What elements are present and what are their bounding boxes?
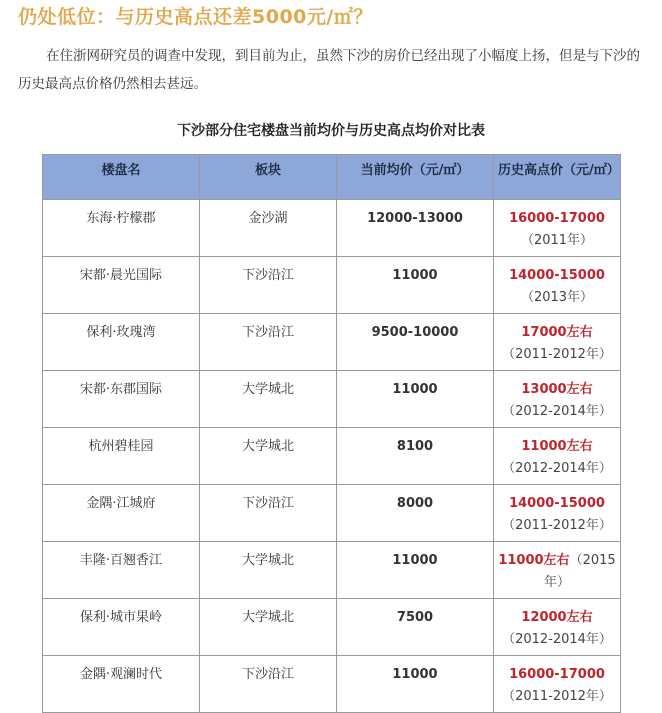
historical-high: [494, 428, 621, 485]
current-price: 12000-13000: [337, 200, 494, 257]
historical-high-year: （2011年）: [520, 233, 594, 248]
table-row: [43, 656, 621, 713]
historical-high: [494, 485, 621, 542]
current-price: 8000: [337, 485, 494, 542]
historical-high-value: 14000-15000: [509, 268, 605, 283]
project-name: 宋都·东郡国际: [43, 371, 200, 428]
project-name: 金隅·江城府: [43, 485, 200, 542]
sector: 下沙沿江: [200, 314, 337, 371]
historical-high-value: 16000-17000: [509, 211, 605, 226]
table-row: [43, 371, 621, 428]
historical-high-value: 11000左右: [498, 553, 570, 568]
sector: 下沙沿江: [200, 257, 337, 314]
sector: 下沙沿江: [200, 485, 337, 542]
sector: 大学城北: [200, 371, 337, 428]
current-price: 9500-10000: [337, 314, 494, 371]
table-row: [43, 257, 621, 314]
historical-high-value: 11000左右: [521, 439, 593, 454]
historical-high-value: 14000-15000: [509, 496, 605, 511]
historical-high-year: （2011-2012年）: [502, 689, 612, 704]
current-price: 7500: [337, 599, 494, 656]
table-row: [43, 542, 621, 599]
table-header-row: [43, 155, 621, 200]
current-price: 11000: [337, 656, 494, 713]
historical-high-value: 13000左右: [521, 382, 593, 397]
price-comparison-table: [42, 154, 621, 713]
project-name: 丰隆·百翘香江: [43, 542, 200, 599]
sector: 下沙沿江: [200, 656, 337, 713]
historical-high-year: （2013年）: [520, 290, 594, 305]
historical-high: [494, 200, 621, 257]
current-price: 8100: [337, 428, 494, 485]
sector: 金沙湖: [200, 200, 337, 257]
header-historical-high: 历史高点价（元/㎡）: [494, 155, 621, 200]
project-name: 金隅·观澜时代: [43, 656, 200, 713]
historical-high: [494, 656, 621, 713]
table-row: [43, 599, 621, 656]
sector: 大学城北: [200, 599, 337, 656]
table-row: [43, 485, 621, 542]
historical-high-value: 12000左右: [521, 610, 593, 625]
historical-high-value: 16000-17000: [509, 667, 605, 682]
table-caption: 下沙部分住宅楼盘当前均价与历史高点均价对比表: [177, 123, 485, 139]
project-name: 保利·城市果岭: [43, 599, 200, 656]
table-row: [43, 428, 621, 485]
header-current-price: 当前均价（元/㎡）: [337, 155, 494, 200]
historical-high-year: （2011-2012年）: [502, 518, 612, 533]
historical-high-value: 17000左右: [521, 325, 593, 340]
current-price: 11000: [337, 257, 494, 314]
current-price: 11000: [337, 542, 494, 599]
sector: 大学城北: [200, 542, 337, 599]
historical-high: [494, 599, 621, 656]
historical-high: [494, 314, 621, 371]
project-name: 保利·玫瑰湾: [43, 314, 200, 371]
sector: 大学城北: [200, 428, 337, 485]
historical-high: [494, 371, 621, 428]
intro-paragraph: 在住浙网研究员的调查中发现，到目前为止，虽然下沙的房价已经出现了小幅度上扬，但是与下沙的历史最高点价格仍然相去甚远。: [18, 48, 640, 92]
header-project-name: 楼盘名: [43, 155, 200, 200]
historical-high-year: （2012-2014年）: [502, 632, 612, 647]
current-price: 11000: [337, 371, 494, 428]
historical-high-year: （2012-2014年）: [502, 461, 612, 476]
table-row: [43, 314, 621, 371]
section-heading: 仍处低位：与历史高点还差5000元/㎡？: [18, 6, 373, 28]
project-name: 宋都·晨光国际: [43, 257, 200, 314]
project-name: 杭州碧桂园: [43, 428, 200, 485]
historical-high-year: （2011-2012年）: [502, 347, 612, 362]
historical-high: [494, 257, 621, 314]
historical-high-year: （2012-2014年）: [502, 404, 612, 419]
table-row: [43, 200, 621, 257]
historical-high-year: （2015年）: [543, 553, 616, 590]
historical-high: [494, 542, 621, 599]
project-name: 东海·柠檬郡: [43, 200, 200, 257]
header-sector: 板块: [200, 155, 337, 200]
